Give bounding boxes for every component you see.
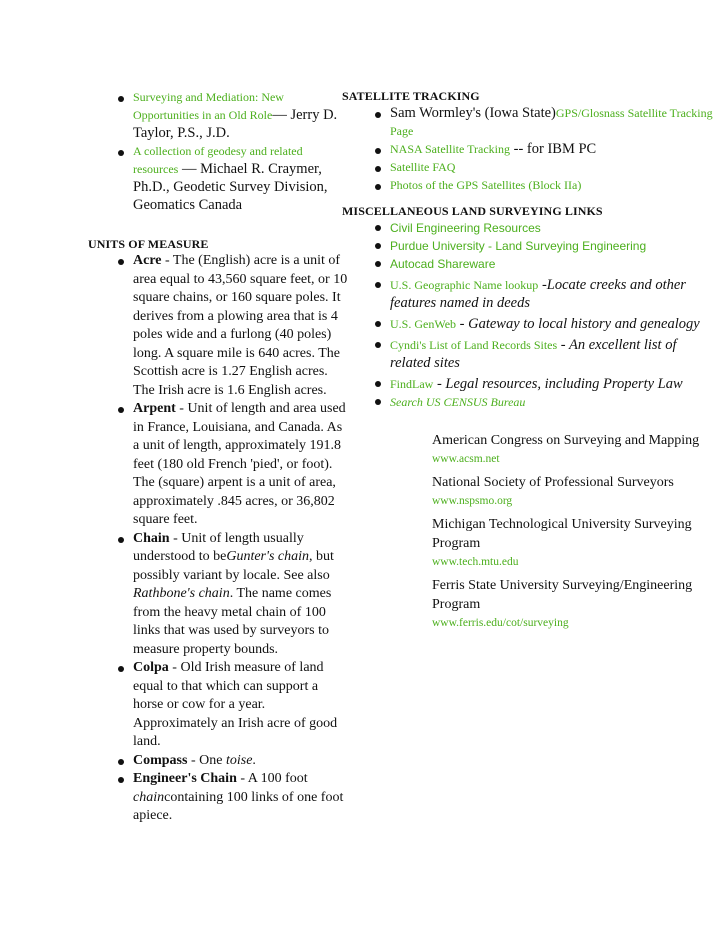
- list-item: [342, 255, 714, 273]
- list-item: [342, 375, 714, 393]
- cyndi-text: - An excellent list of related sites: [390, 337, 677, 371]
- definition: - One: [187, 752, 226, 768]
- org-acsm: [432, 431, 714, 467]
- org-ferris: [432, 576, 714, 631]
- unit-colpa: [88, 659, 350, 752]
- list-item: [88, 88, 350, 142]
- term: Colpa: [133, 660, 169, 675]
- emphasis: Gunter's chain: [226, 549, 310, 564]
- term: Engineer's Chain: [133, 771, 237, 786]
- definition: .: [252, 752, 256, 768]
- term: Chain: [133, 530, 170, 546]
- list-item: [342, 158, 714, 176]
- org-url-link[interactable]: www.acsm.net: [432, 453, 500, 465]
- left-column: [88, 88, 350, 826]
- cyndis-list-link[interactable]: Cyndi's List of Land Records Sites: [390, 338, 558, 352]
- right-column: [342, 88, 714, 637]
- autocad-link[interactable]: Autocad Shareware: [390, 257, 496, 271]
- definition: - Unit of length usually understood to be: [133, 530, 304, 564]
- census-search-link[interactable]: Search US CENSUS Bureau: [390, 395, 526, 409]
- definition: . The name comes from the heavy metal chain of 100 links that was used by surveyors to measure property bounds.: [133, 586, 332, 657]
- list-item: [342, 104, 714, 140]
- definition: containing 100 links of one foot apiece.: [133, 789, 344, 823]
- list-item: [88, 142, 350, 214]
- org-url-link[interactable]: www.ferris.edu/cot/surveying: [432, 617, 569, 629]
- definition: , but possibly variant by locale. See also: [133, 549, 334, 583]
- findlaw-text: - Legal resources, including Property Law: [433, 376, 683, 392]
- surveying-mediation-link[interactable]: Surveying and Mediation: New Opportunities in an Old Role: [133, 90, 284, 122]
- genweb-text: - Gateway to local history and genealogy: [456, 316, 700, 332]
- unit-acre: [88, 252, 350, 400]
- usgs-text: -Locate creeks and other features named in deeds: [390, 277, 686, 311]
- nasa-tracking-link[interactable]: NASA Satellite Tracking: [390, 142, 511, 156]
- unit-chain: [88, 530, 350, 660]
- list-item: [342, 237, 714, 255]
- emphasis: chain: [133, 789, 165, 805]
- term: Compass: [133, 752, 188, 768]
- org-name: Ferris State University Surveying/Engineering Program: [432, 578, 693, 612]
- list-item: [342, 336, 714, 372]
- units-heading: UNITS OF MEASURE: [88, 237, 209, 251]
- term: Arpent: [133, 401, 176, 416]
- definition: - A 100 foot: [236, 771, 308, 786]
- satellite-faq-link[interactable]: Satellite FAQ: [390, 160, 456, 174]
- org-nsps: [432, 473, 714, 509]
- org-name: American Congress on Surveying and Mapping: [432, 433, 700, 448]
- satellite-list: [342, 104, 714, 194]
- org-url-link[interactable]: www.tech.mtu.edu: [432, 556, 519, 568]
- org-name: National Society of Professional Surveyors: [432, 475, 674, 490]
- definition: - Old Irish measure of land equal to that which can support a horse or cow for a year. Approximately an Irish acre of good land.: [133, 660, 338, 749]
- findlaw-link[interactable]: FindLaw: [390, 377, 434, 391]
- purdue-link[interactable]: Purdue University - Land Surveying Engineering: [390, 239, 647, 253]
- geodesy-resources-link[interactable]: A collection of geodesy and related resources: [133, 144, 303, 176]
- organizations-list: [432, 431, 714, 631]
- unit-arpent: [88, 400, 350, 530]
- list-item: [342, 393, 714, 411]
- civil-engineering-link[interactable]: Civil Engineering Resources: [390, 221, 541, 235]
- emphasis: toise: [225, 752, 253, 768]
- term: Acre: [133, 253, 162, 268]
- misc-list: [342, 219, 714, 411]
- definition: - The (English) acre is a unit of area equal to 43,560 square feet, or 10 square chains, or 160 square poles. It derives from a plowing area that is 4 poles wide and a furlong (40 poles) long. A square mile is 640 acres. The Scottish acre is 1.27 English acres. The Irish acre is 1.6 English acres.: [133, 253, 348, 398]
- author-text: — Michael R. Craymer, Ph.D., Geodetic Survey Division, Geomatics Canada: [133, 161, 328, 213]
- list-item: [342, 315, 714, 333]
- list-item: [342, 176, 714, 194]
- unit-compass: [88, 752, 350, 771]
- list-item: [342, 140, 714, 158]
- definition: - Unit of length and area used in France, Louisiana, and Canada. As a unit of length, approximately 191.8 feet (180 old French 'pied', or foot). The (square) arpent is a unit of area, approximately .845 acres, or 36,802 square feet.: [133, 401, 346, 527]
- org-url-link[interactable]: www.nspsmo.org: [432, 495, 513, 507]
- org-mtu: [432, 515, 714, 570]
- list-item: [342, 219, 714, 237]
- usgs-name-lookup-link[interactable]: U.S. Geographic Name lookup: [390, 278, 539, 292]
- emphasis: Rathbone's chain: [133, 586, 230, 601]
- top-link-list: [88, 88, 350, 214]
- nasa-text: -- for IBM PC: [510, 141, 597, 157]
- unit-engineers-chain: [88, 770, 350, 826]
- glosnass-tracking-link[interactable]: GPS/Glosnass Satellite Tracking Page: [390, 106, 713, 138]
- author-text: — Jerry D. Taylor, P.S., J.D.: [133, 107, 338, 141]
- list-item: [342, 276, 714, 312]
- org-name: Michigan Technological University Surveying Program: [432, 517, 692, 551]
- units-list: [88, 252, 350, 826]
- genweb-link[interactable]: U.S. GenWeb: [390, 317, 457, 331]
- misc-heading: MISCELLANEOUS LAND SURVEYING LINKS: [342, 204, 603, 218]
- satellite-heading: SATELLITE TRACKING: [342, 89, 480, 103]
- wormley-text: Sam Wormley's (Iowa State): [390, 105, 556, 121]
- gps-photos-link[interactable]: Photos of the GPS Satellites (Block IIa): [390, 178, 582, 192]
